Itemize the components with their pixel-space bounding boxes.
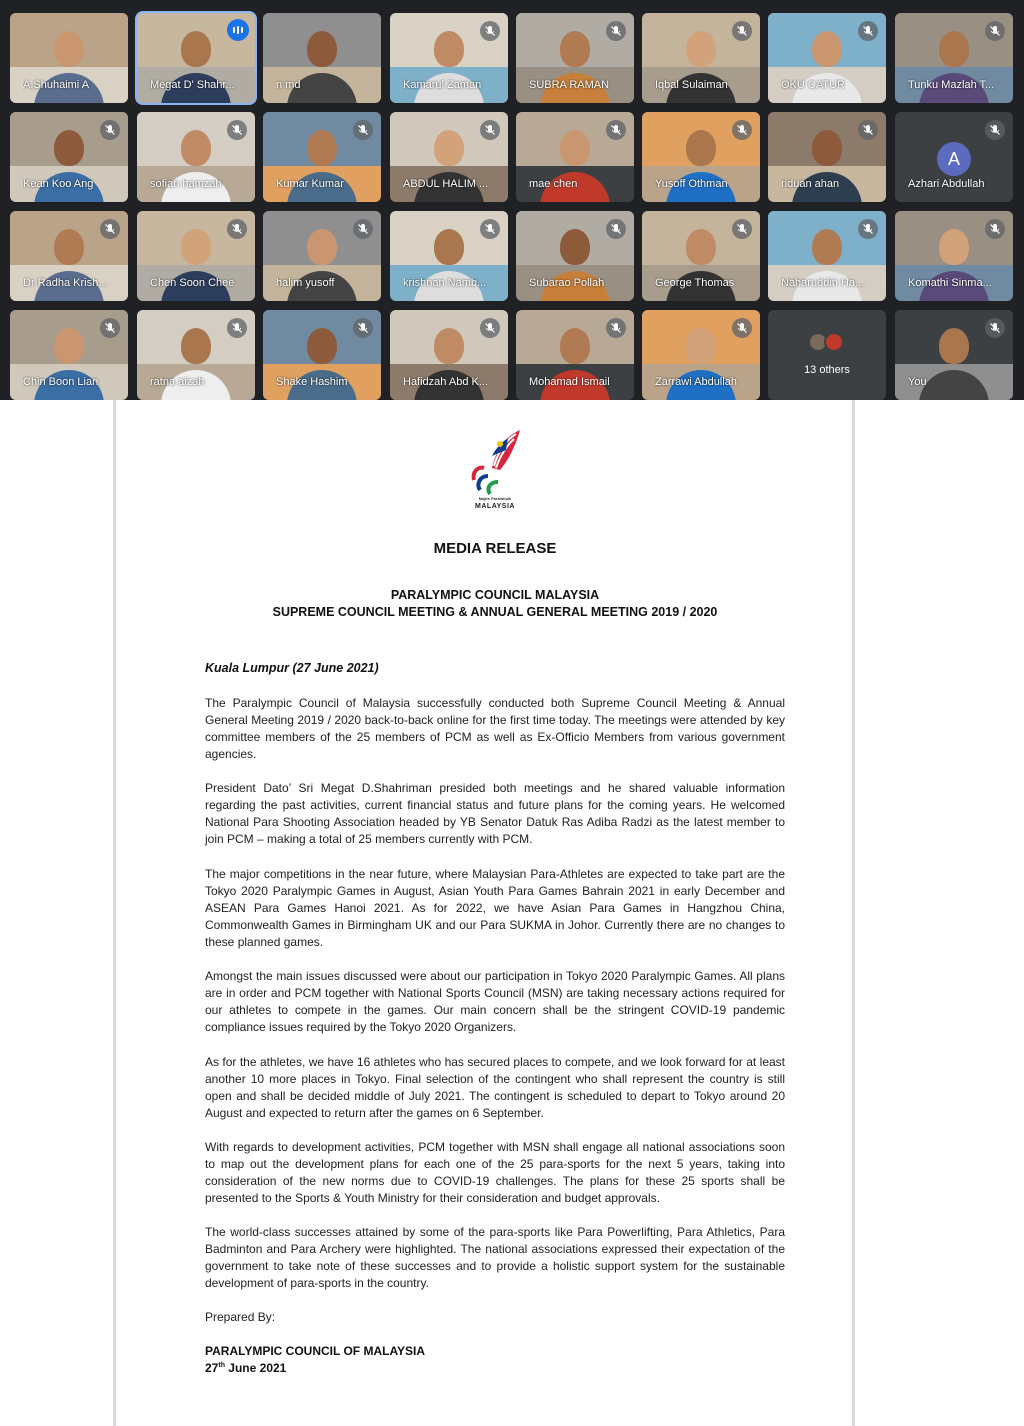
mic-off-icon [227, 318, 247, 338]
participant-tile[interactable] [642, 112, 760, 202]
mic-off-icon [606, 120, 626, 140]
paragraph: The world-class successes attained by some of the para-sports like Para Powerlifting, Para Athletics, Para Badminton and Para Archery were highlighted. The national associations expressed their expectation of the government to take note of these successes and to provide a holistic support system for the sustainable development of para-sports in the country. [205, 1225, 785, 1290]
participant-name: Chen Soon Chee [150, 277, 235, 289]
dateline: Kuala Lumpur (27 June 2021) [205, 661, 379, 675]
mic-off-icon [732, 318, 752, 338]
participant-name: Komathi Sinma... [908, 277, 992, 289]
participant-tile[interactable] [137, 112, 255, 202]
participant-name: Tunku Mazlah T... [908, 79, 995, 91]
participant-name: A.Shuhaimi A [23, 79, 90, 91]
participant-tile[interactable] [642, 310, 760, 400]
participant-tile[interactable] [516, 112, 634, 202]
participant-name: Mohamad Ismail [529, 376, 610, 388]
participant-head [434, 31, 464, 67]
mic-off-icon [353, 318, 373, 338]
participant-name: n md [276, 79, 301, 91]
participant-tile[interactable] [895, 310, 1013, 400]
mic-off-icon [480, 21, 500, 41]
participant-name: Chin Boon Lian [23, 376, 99, 388]
page-edge-left [113, 400, 116, 1426]
participant-tile[interactable] [263, 211, 381, 301]
mic-off-icon [606, 21, 626, 41]
participant-name: riduan ahan [781, 178, 840, 190]
participant-tile[interactable] [516, 310, 634, 400]
participant-tile[interactable] [516, 211, 634, 301]
paragraph: Amongst the main issues discussed were about our participation in Tokyo 2020 Paralympic Games. All plans are in order and PCM together with National Sports Council (MSN) are taking necessary actions required for our athletes to compete in the games. Our main concern shall be the stringent COVID-19 pandemic compliance issues required by the Tokyo 2020 Organizers. [205, 969, 785, 1034]
mic-off-icon [606, 219, 626, 239]
mic-off-icon [227, 219, 247, 239]
participant-head [181, 328, 211, 364]
participant-head [686, 328, 716, 364]
participant-name: ratna aizah [150, 376, 205, 388]
participant-head [54, 31, 84, 67]
participant-tile[interactable] [390, 13, 508, 103]
paragraph: The Paralympic Council of Malaysia successfully conducted both Supreme Council Meeting & Annual General Meeting 2019 / 2020 back-to-back online for the first time today. The meetings were attended by key committee members of the 25 members of PCM as well as Ex-Officio Members from various government agencies. [205, 696, 785, 761]
signature-date-suffix: th [218, 1362, 225, 1369]
participant-name: Megat D' Shahr... [150, 79, 235, 91]
participant-name: Naharuddin Ha... [781, 277, 865, 289]
participant-head [181, 31, 211, 67]
video-meeting-grid [0, 0, 1024, 400]
mic-off-icon [985, 219, 1005, 239]
signature-date-rest: June 2021 [224, 1361, 287, 1375]
participant-head [181, 130, 211, 166]
participant-name: sofian hamzah [150, 178, 222, 190]
participant-name: Hafidzah Abd K... [403, 376, 488, 388]
participant-head [812, 229, 842, 265]
document-title: MEDIA RELEASE [433, 540, 557, 557]
organization-heading [205, 587, 785, 621]
participant-tile[interactable] [263, 112, 381, 202]
participant-name: OKU CATUR [781, 79, 845, 91]
mic-off-icon [480, 219, 500, 239]
mic-off-icon [353, 219, 373, 239]
participant-tile[interactable] [10, 13, 128, 103]
participant-name: Iqbal Sulaiman [655, 79, 728, 91]
signature-date [205, 1361, 286, 1375]
participant-head [434, 328, 464, 364]
media-release-document [0, 400, 1024, 1426]
others-avatars-icon [808, 332, 848, 354]
participant-tile[interactable] [768, 112, 886, 202]
participant-tile[interactable] [10, 112, 128, 202]
participant-name: Kumar Kumar [276, 178, 344, 190]
participant-tile[interactable] [768, 211, 886, 301]
participant-head [560, 130, 590, 166]
participant-name: SUBRA RAMAN [529, 79, 610, 91]
participant-name: krishnan Namb... [403, 277, 487, 289]
participant-name: George Thomas [655, 277, 735, 289]
paragraph: The major competitions in the near future, where Malaysian Para-Athletes are expected to take part are the Tokyo 2020 Paralympic Games in August, Asian Youth Para Games Bahrain 2021 in early December and ASEAN Para Games Hanoi 2021. As for 2022, we have Asian Para Games in Hangzhou China, Commonwealth Games in Birmingham UK and our Para SUKMA in Johor. Currently there are no changes to these planned games. [205, 867, 785, 949]
participant-head [939, 328, 969, 364]
participant-tile[interactable] [390, 310, 508, 400]
others-count-label: 13 others [804, 364, 850, 376]
mic-off-icon [858, 120, 878, 140]
participant-head [307, 130, 337, 166]
mic-off-icon [227, 120, 247, 140]
participant-tile[interactable] [137, 310, 255, 400]
participant-tile[interactable] [768, 310, 886, 400]
participant-head [307, 31, 337, 67]
participant-tile[interactable] [263, 310, 381, 400]
participant-name: Zarrawi Abdullah [655, 376, 737, 388]
participant-tile[interactable] [516, 13, 634, 103]
participant-head [560, 229, 590, 265]
mic-off-icon [732, 219, 752, 239]
paragraph: With regards to development activities, PCM together with MSN shall engage all national associations soon to map out the development plans for each one of the 25 para-sports for the next 5 years, taking into consideration of the new norms due to COVID-19 challenges. The plans for these 25 sports shall be presented to the Sports & Youth Ministry for their consideration and budget approvals. [205, 1140, 785, 1205]
participant-head [686, 130, 716, 166]
participant-name: halim yusoff [276, 277, 335, 289]
participant-head [560, 31, 590, 67]
mic-off-icon [985, 318, 1005, 338]
participant-head [307, 229, 337, 265]
participant-head [939, 31, 969, 67]
mic-off-icon [100, 318, 120, 338]
participant-head [434, 130, 464, 166]
participant-name: Kean Koo Ang [23, 178, 94, 190]
mic-off-icon [353, 120, 373, 140]
participant-name: ABDUL HALIM ... [403, 178, 489, 190]
avatar: A [937, 142, 971, 176]
logo-subtitle: Majlis Paralimpik [478, 496, 512, 501]
mic-off-icon [480, 318, 500, 338]
mic-off-icon [985, 21, 1005, 41]
participant-head [939, 229, 969, 265]
participant-head [812, 31, 842, 67]
participant-tile[interactable] [10, 211, 128, 301]
page-edge-right [852, 400, 855, 1426]
mic-off-icon [732, 21, 752, 41]
participant-head [686, 229, 716, 265]
mic-off-icon [100, 120, 120, 140]
participant-tile[interactable] [768, 13, 886, 103]
mic-off-icon [732, 120, 752, 140]
participant-head [560, 328, 590, 364]
participant-head [307, 328, 337, 364]
participant-tile[interactable] [263, 13, 381, 103]
participant-tile[interactable] [10, 310, 128, 400]
meeting-name: SUPREME COUNCIL MEETING & ANNUAL GENERAL MEETING 2019 / 2020 [272, 605, 718, 619]
paragraph: As for the athletes, we have 16 athletes who has secured places to compete, and we look forward for at least another 10 more places in Tokyo. Final selection of the contingent who shall represent the country is still open and shall be decided middle of July 2021. The contingent is scheduled to depart to Tokyo around 20 August and expected to return after the games on 6 September. [205, 1055, 785, 1120]
mic-off-icon [858, 219, 878, 239]
mic-off-icon [985, 120, 1005, 140]
prepared-by-label: Prepared By: [205, 1310, 276, 1324]
mic-off-icon [606, 318, 626, 338]
participant-head [686, 31, 716, 67]
organization-name: PARALYMPIC COUNCIL MALAYSIA [390, 588, 600, 602]
participant-tile[interactable] [895, 13, 1013, 103]
participant-tile[interactable] [895, 211, 1013, 301]
speaking-indicator-icon [227, 19, 249, 41]
participant-name: Subarao Pollah [529, 277, 605, 289]
participant-tile[interactable] [390, 211, 508, 301]
participant-head [181, 229, 211, 265]
participant-tile[interactable] [642, 211, 760, 301]
participant-head [54, 130, 84, 166]
mic-off-icon [100, 219, 120, 239]
participant-head [54, 328, 84, 364]
mic-off-icon [480, 120, 500, 140]
logo-wordmark: MALAYSIA [475, 503, 515, 510]
participant-tile[interactable] [137, 13, 255, 103]
participant-name: Dr Radha Krish... [23, 277, 108, 289]
signature-date-day: 27 [205, 1361, 219, 1375]
paragraph: President Dato’ Sri Megat D.Shahriman presided both meetings and he shared valuable information regarding the past activities, current financial status and future plans for the coming years. He welcomed National Para Shooting Association headed by YB Senator Datuk Ras Adiba Radzi as the latest member to join PCM – making a total of 25 members currently with PCM. [205, 781, 785, 846]
participant-tile[interactable] [390, 112, 508, 202]
participant-name: Shake Hashim [276, 376, 348, 388]
participant-name: Azhari Abdullah [908, 178, 985, 190]
paralympic-council-logo [466, 428, 522, 514]
participant-name: Kamarul Zaman [403, 79, 482, 91]
participant-tile[interactable] [642, 13, 760, 103]
participant-name: Yusoff Othman [655, 178, 728, 190]
participant-head [434, 229, 464, 265]
participant-name: mae chen [529, 178, 578, 190]
mic-off-icon [858, 21, 878, 41]
participant-head [812, 130, 842, 166]
participant-tile[interactable] [137, 211, 255, 301]
participant-tile[interactable] [895, 112, 1013, 202]
participant-head [54, 229, 84, 265]
signatory-organization: PARALYMPIC COUNCIL OF MALAYSIA [205, 1344, 426, 1358]
participant-name: You [908, 376, 927, 388]
